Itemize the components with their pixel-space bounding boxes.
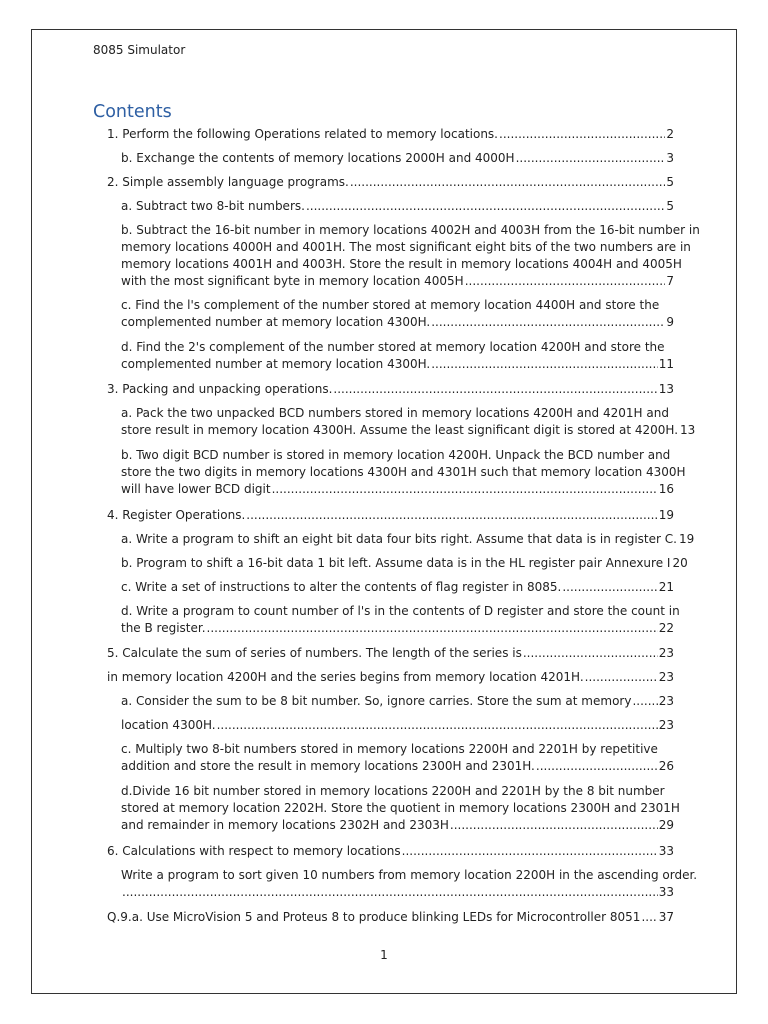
toc-leader-dots bbox=[632, 693, 657, 710]
toc-entry-text: Write a program to sort given 10 numbers from memory location 2200H in the ascending order. bbox=[121, 868, 698, 882]
toc-page-number: 22 bbox=[658, 621, 674, 635]
toc-leader-dots bbox=[333, 381, 657, 398]
toc-entry-text: c. Multiply two 8-bit numbers stored in memory locations 2200H and 2201H by repetitive bbox=[121, 742, 658, 756]
toc-entry-text: with the most significant byte in memory location 4005H bbox=[121, 274, 464, 288]
toc-page-number: 26 bbox=[658, 759, 674, 773]
toc-entry-text: d. Write a program to count number of l's in the contents of D register and store the count in bbox=[121, 604, 680, 618]
toc-page-number: 7 bbox=[666, 274, 674, 288]
toc-leader-dots bbox=[217, 717, 658, 734]
toc-entry-text: a. Write a program to shift an eight bit data four bits right. Assume that data is in register C. bbox=[121, 532, 677, 546]
toc-entry-text: will have lower BCD digit bbox=[121, 482, 271, 496]
toc-entry[interactable] bbox=[107, 645, 674, 662]
toc-entry[interactable] bbox=[121, 603, 680, 637]
toc-page-number: 19 bbox=[658, 508, 674, 522]
toc-entry[interactable] bbox=[121, 783, 680, 834]
toc-entry[interactable] bbox=[121, 579, 674, 596]
toc-leader-dots bbox=[499, 126, 665, 143]
toc-page-number: 2 bbox=[666, 127, 674, 141]
toc-entry-text: b. Two digit BCD number is stored in memory location 4200H. Unpack the BCD number and bbox=[121, 448, 671, 462]
toc-leader-dots bbox=[585, 669, 658, 686]
toc-leader-dots bbox=[431, 356, 657, 373]
toc-entry-text: 1. Perform the following Operations related to memory locations. bbox=[107, 127, 498, 141]
toc-page-number: 33 bbox=[658, 844, 674, 858]
toc-entry-text: 5. Calculate the sum of series of numbers. The length of the series is bbox=[107, 646, 522, 660]
toc-page-number: 23 bbox=[658, 670, 674, 684]
toc-entry-text: location 4300H. bbox=[121, 718, 216, 732]
toc-leader-dots bbox=[516, 150, 666, 167]
page-number: 1 bbox=[380, 948, 388, 962]
toc-entry[interactable] bbox=[121, 555, 688, 572]
toc-entry-text: stored at memory location 2202H. Store the quotient in memory locations 2300H and 2301H bbox=[121, 801, 680, 815]
toc-entry-text: memory locations 4000H and 4001H. The most significant eight bits of the two numbers are in bbox=[121, 240, 691, 254]
toc-entry-text: d.Divide 16 bit number stored in memory locations 2200H and 2201H by the 8 bit number bbox=[121, 784, 665, 798]
toc-entry-text: b. Exchange the contents of memory locations 2000H and 4000H bbox=[121, 151, 515, 165]
toc-entry[interactable] bbox=[121, 531, 695, 548]
toc-entry[interactable] bbox=[107, 843, 674, 860]
toc-leader-dots bbox=[246, 507, 657, 524]
toc-entry[interactable] bbox=[107, 174, 674, 191]
toc-entry[interactable] bbox=[107, 381, 674, 398]
toc-entry[interactable] bbox=[121, 447, 686, 498]
toc-entry[interactable] bbox=[121, 693, 674, 710]
toc-entry-text: c. Write a set of instructions to alter the contents of flag register in 8085. bbox=[121, 580, 562, 594]
toc-page-number: 33 bbox=[658, 885, 674, 899]
toc-entry[interactable] bbox=[107, 126, 674, 143]
toc-page-number: 20 bbox=[672, 556, 688, 570]
toc-entry[interactable] bbox=[121, 339, 674, 373]
toc-entry[interactable] bbox=[107, 507, 674, 524]
toc-entry-text: complemented number at memory location 4300H. bbox=[121, 357, 431, 371]
toc-page-number: 11 bbox=[658, 357, 674, 371]
toc-leader-dots bbox=[536, 758, 658, 775]
toc-entry-text: 2. Simple assembly language programs. bbox=[107, 175, 349, 189]
toc-entry[interactable] bbox=[121, 198, 674, 215]
toc-leader-dots bbox=[122, 884, 658, 901]
toc-page-number: 23 bbox=[658, 694, 674, 708]
toc-page-number: 5 bbox=[666, 175, 674, 189]
toc-entry-text: a. Subtract two 8-bit numbers. bbox=[121, 199, 305, 213]
toc-entry-text: c. Find the l's complement of the number stored at memory location 4400H and store the bbox=[121, 298, 660, 312]
toc-entry[interactable] bbox=[121, 741, 674, 775]
toc-page-number: 13 bbox=[658, 382, 674, 396]
toc-entry-text: the B register. bbox=[121, 621, 206, 635]
toc-entry-text: 3. Packing and unpacking operations. bbox=[107, 382, 333, 396]
toc-leader-dots bbox=[207, 620, 658, 637]
toc-leader-dots bbox=[465, 273, 666, 290]
toc-leader-dots bbox=[431, 314, 665, 331]
toc-entry[interactable] bbox=[121, 297, 674, 331]
toc-leader-dots bbox=[450, 817, 658, 834]
toc-page-number: 19 bbox=[678, 532, 695, 546]
toc-entry[interactable] bbox=[121, 405, 696, 439]
toc-entry-text: store result in memory location 4300H. Assume the least significant digit is stored at 4200H. bbox=[121, 423, 679, 437]
toc-entry-text: 4. Register Operations. bbox=[107, 508, 246, 522]
page-header: 8085 Simulator bbox=[93, 43, 186, 57]
toc-entry[interactable] bbox=[121, 222, 700, 290]
toc-entry-text: Q.9.a. Use MicroVision 5 and Proteus 8 to produce blinking LEDs for Microcontroller 8051 bbox=[107, 910, 641, 924]
toc-page-number: 3 bbox=[666, 151, 674, 165]
toc-entry-text: 6. Calculations with respect to memory locations bbox=[107, 844, 401, 858]
toc-entry-text: b. Subtract the 16-bit number in memory locations 4002H and 4003H from the 16-bit number in bbox=[121, 223, 700, 237]
toc-page-number: 29 bbox=[658, 818, 674, 832]
toc-leader-dots bbox=[272, 481, 658, 498]
toc-page-number: 5 bbox=[666, 199, 674, 213]
toc-entry-text: a. Consider the sum to be 8 bit number. So, ignore carries. Store the sum at memory bbox=[121, 694, 632, 708]
toc-leader-dots bbox=[562, 579, 657, 596]
toc-entry[interactable] bbox=[107, 909, 674, 926]
toc-entry-text: a. Pack the two unpacked BCD numbers stored in memory locations 4200H and 4201H and bbox=[121, 406, 669, 420]
toc-entry[interactable] bbox=[121, 717, 674, 734]
toc-leader-dots bbox=[350, 174, 666, 191]
toc-entry-text: complemented number at memory location 4300H. bbox=[121, 315, 431, 329]
toc-entry-text: store the two digits in memory locations 4300H and 4301H such that memory location 4300H bbox=[121, 465, 686, 479]
toc-entry-text: d. Find the 2's complement of the number stored at memory location 4200H and store the bbox=[121, 340, 665, 354]
toc-entry[interactable] bbox=[107, 669, 674, 686]
toc-page-number: 21 bbox=[658, 580, 674, 594]
toc-page-number: 23 bbox=[658, 646, 674, 660]
toc-page-number: 16 bbox=[658, 482, 674, 496]
toc-entry[interactable] bbox=[121, 150, 674, 167]
toc-entry-text: b. Program to shift a 16-bit data 1 bit left. Assume data is in the HL register pair Annexure I bbox=[121, 556, 671, 570]
toc-leader-dots bbox=[641, 909, 657, 926]
toc-entry-text: memory locations 4001H and 4003H. Store the result in memory locations 4004H and 4005H bbox=[121, 257, 682, 271]
toc-page-number: 13 bbox=[680, 423, 696, 437]
toc-leader-dots bbox=[523, 645, 658, 662]
toc-entry-text: in memory location 4200H and the series begins from memory location 4201H. bbox=[107, 670, 584, 684]
toc-page-number: 23 bbox=[658, 718, 674, 732]
toc-leader-dots bbox=[306, 198, 665, 215]
toc-leader-dots bbox=[402, 843, 658, 860]
toc-entry-text: and remainder in memory locations 2302H and 2303H bbox=[121, 818, 449, 832]
toc-title: Contents bbox=[93, 102, 172, 122]
toc-page-number: 37 bbox=[658, 910, 674, 924]
toc-entry-text: addition and store the result in memory locations 2300H and 2301H. bbox=[121, 759, 535, 773]
toc-page-number: 9 bbox=[666, 315, 674, 329]
toc-entry[interactable] bbox=[121, 867, 698, 901]
